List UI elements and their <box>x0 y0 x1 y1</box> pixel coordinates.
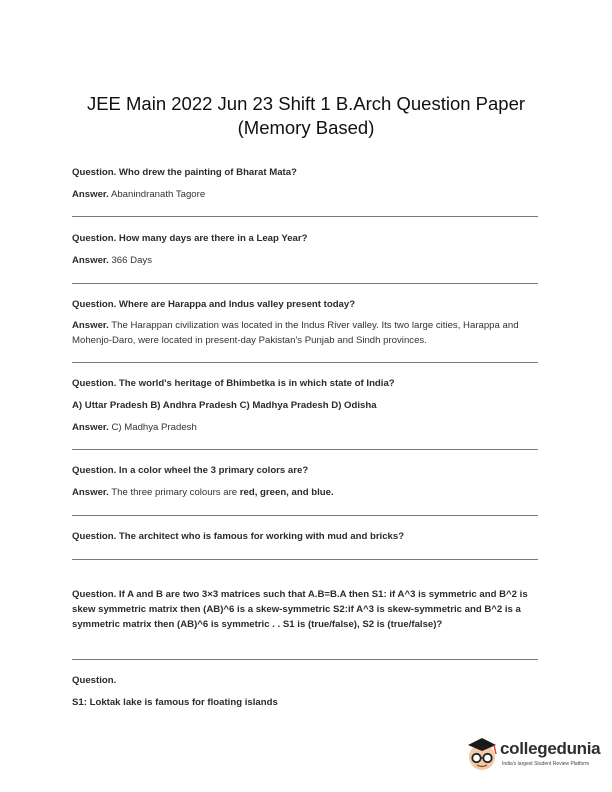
question-1: Question. Who drew the painting of Bharat Mata? <box>72 167 297 178</box>
divider <box>72 449 538 450</box>
answer-3 <box>72 318 542 348</box>
answer-5-bold: red, green, and blue. <box>239 487 334 498</box>
page-title: JEE Main 2022 Jun 23 Shift 1 B.Arch Question Paper (Memory Based) <box>86 93 526 138</box>
divider <box>72 216 538 217</box>
answer-1 <box>72 187 542 202</box>
answer-label: Answer. <box>72 255 109 266</box>
answer-label: Answer. <box>72 422 109 433</box>
answer-2 <box>72 253 542 268</box>
collegedunia-logo <box>466 734 601 774</box>
logo-name: collegedunia <box>500 739 601 758</box>
divider <box>72 559 538 560</box>
question-6: Question. The architect who is famous for working with mud and bricks? <box>72 531 405 542</box>
answer-label: Answer. <box>72 189 109 200</box>
divider <box>72 362 538 363</box>
question-5: Question. In a color wheel the 3 primary colors are? <box>72 465 309 476</box>
answer-4-text: C) Madhya Pradesh <box>111 422 197 433</box>
answer-4 <box>72 420 542 435</box>
answer-label: Answer. <box>72 487 109 498</box>
answer-5-text: The three primary colours are <box>111 487 240 498</box>
logo-tagline: India's largest Student Review Platform <box>502 761 590 767</box>
answer-label: Answer. <box>72 320 109 331</box>
mascot-icon <box>466 734 500 774</box>
answer-3-text: The Harappan civilization was located in the Indus River valley. Its two large cities, Harappa and Mohenjo-Daro, were located in present-day Pakistan's Punjab and Sindh provinces. <box>72 320 519 346</box>
question-7: Question. If A and B are two 3×3 matrices such that A.B=B.A then S1: if A^3 is symmetric and B^2 is skew symmetric matrix then (AB)^6 is a skew-symmetric S2:if A^3 is skew-symmetric and B^2 is a symmetric matrix then (AB)^6 is symmetric . . S1 is (true/false), S2 is (true/false)? <box>72 589 528 630</box>
answer-5 <box>72 485 542 500</box>
question-2: Question. How many days are there in a Leap Year? <box>72 233 308 244</box>
question-4-options: A) Uttar Pradesh B) Andhra Pradesh C) Madhya Pradesh D) Odisha <box>72 400 377 411</box>
question-4: Question. The world's heritage of Bhimbetka is in which state of India? <box>72 378 395 389</box>
divider <box>72 515 538 516</box>
divider <box>72 283 538 284</box>
question-8: Question. <box>72 675 117 686</box>
answer-1-text: Abanindranath Tagore <box>110 189 206 200</box>
question-3: Question. Where are Harappa and Indus valley present today? <box>72 299 356 310</box>
divider <box>72 659 538 660</box>
question-8-statement: S1: Loktak lake is famous for floating islands <box>72 697 278 708</box>
answer-2-text: 366 Days <box>111 255 152 266</box>
